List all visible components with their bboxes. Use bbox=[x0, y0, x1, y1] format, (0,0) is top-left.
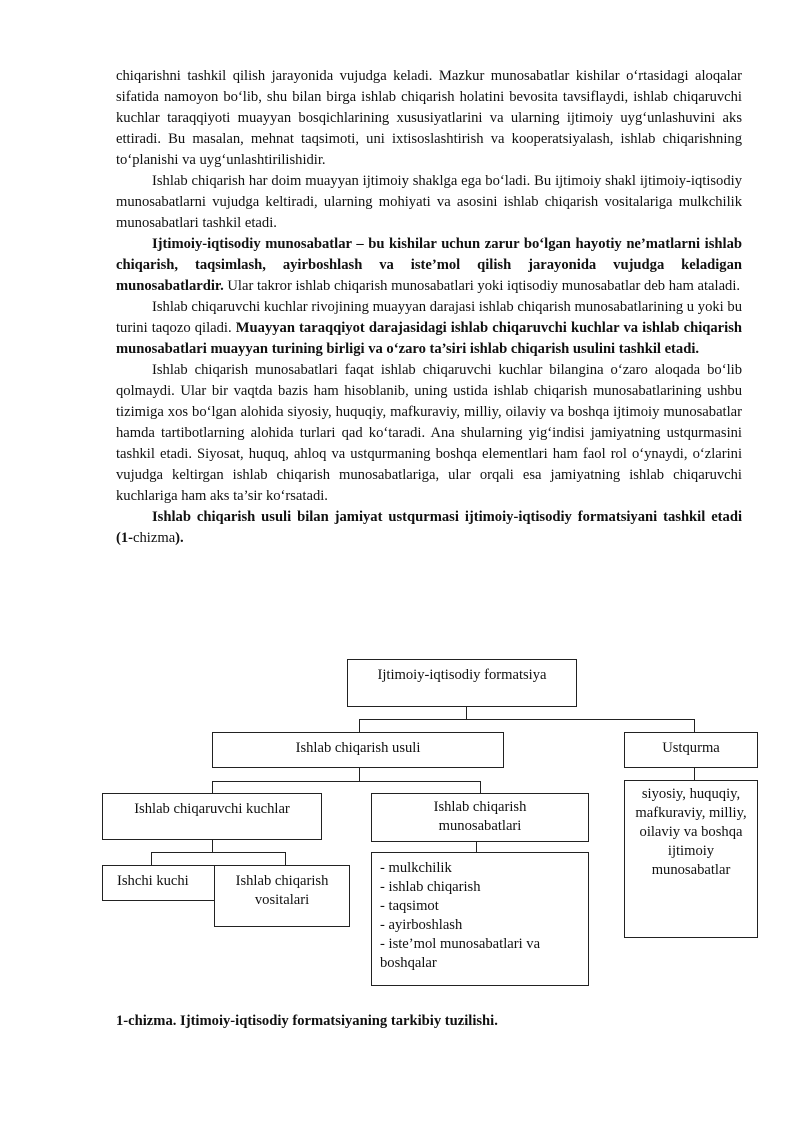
superstructure-detail: siyosiy, huquqiy, mafkuraviy, milliy, oilaviy va boshqa ijtimoiy munosabatlar bbox=[635, 786, 747, 878]
mode-label: Ishlab chiqarish usuli bbox=[295, 740, 421, 756]
relations-list-item: - taqsimot bbox=[380, 898, 439, 914]
paragraph-1: chiqarishni tashkil qilish jarayonida vujudga keladi. Mazkur munosabatlar kishilar o‘rtasidagi aloqalar sifatida namoyon bo‘lib, shu bilan birga ishlab chiqarish holatini bevosita tavsiflaydi, ishlab chiqaruvchi kuchlar taraqqiyoti muayyan bosqichlarining xususiyatlarini va ularning ijtimoiy uyg‘unlashuvini aks ettiradi. Bu masalan, mehnat taqsimoti, uni ixtisoslashtirish va kooperatsiyalash, ishlab chiqarishning to‘planishi va uyg‘unlashtirilishidir. bbox=[116, 68, 742, 168]
connector-level3-horizontal bbox=[151, 852, 285, 853]
paragraph-6-bold: Ishlab chiqarish usuli bilan jamiyat ustqurmasi ijtimoiy-iqtisodiy formatsiyani tashkil etadi (1- bbox=[116, 509, 742, 546]
paragraph-4-bold: Muayyan taraqqiyot darajasidagi ishlab chiqaruvchi kuchlar va ishlab chiqarish munosabatlari muayyan turining birligi va o‘zaro ta’siri ishlab chiqarish usulini tashkil etadi. bbox=[116, 320, 742, 357]
relations-list-item: - iste’mol munosabatlari va boshqalar bbox=[380, 936, 541, 971]
paragraph-4-start: Ishlab chiqaruvchi kuchlar rivojining muayyan darajasi ishlab chiqarish munosabatlarining u yoki bu turini taqozo qiladi. bbox=[116, 299, 742, 336]
paragraph-2: Ishlab chiqarish har doim muayyan ijtimoiy shaklga ega bo‘ladi. Bu ijtimoiy shakl ijtimoiy-iqtisodiy munosabatlarni vujudga keltiradi, ularning mohiyati va asosini ishlab chiqarish vositalariga mulkchilik munosabatlari tashkil etadi. bbox=[116, 173, 742, 231]
relations-list-box bbox=[371, 852, 589, 986]
root-label: Ijtimoiy-iqtisodiy formatsiya bbox=[377, 667, 547, 683]
paragraph-3 bbox=[116, 234, 742, 297]
connector-to-relations bbox=[480, 781, 481, 793]
productive-forces-box bbox=[102, 793, 322, 840]
means-of-production-box bbox=[214, 865, 350, 927]
connector-relations-down bbox=[476, 842, 477, 852]
paragraph-6 bbox=[116, 507, 742, 549]
means-of-production-label: Ishlab chiqarish vositalari bbox=[235, 873, 329, 908]
connector-to-mode bbox=[359, 719, 360, 732]
paragraph-4 bbox=[116, 297, 742, 360]
definition-bold: Ijtimoiy-iqtisodiy munosabatlar – bu kishilar uchun zarur bo‘lgan hayotiy ne’matlarni ishlab chiqarish, taqsimlash, ayirboshlash va iste’mol qilish jarayonida vujudga keladigan munosabatlardir. bbox=[116, 236, 742, 294]
root-box bbox=[347, 659, 577, 707]
labor-force-box bbox=[102, 865, 215, 901]
connector-to-superstructure bbox=[694, 719, 695, 732]
paragraph-6-normal: chizma bbox=[133, 530, 176, 546]
relations-list-item: - mulkchilik bbox=[380, 860, 452, 876]
paragraph-5: Ishlab chiqarish munosabatlari faqat ishlab chiqaruvchi kuchlar bilangina o‘zaro aloqada bo‘lib qolmaydi. Ular bir vaqtda bazis ham hisoblanib, uning ustida ishlab chiqarish munosabatlarining ushbu tizimiga xos bo‘lgan alohida siyosiy, huquqiy, mafkuraviy, milliy, oilaviy va boshqa ijtimoiy munosabatlar hamda tartibotlarning alohida turlari qad ko‘taradi. Ana shularning yig‘indisi jamiyatning ustqurmasini tashkil etadi. Siyosat, huquq, ahloq va ustqurmaning boshqa elementlari ham faol rol o‘ynaydi, o‘zlarini vujudga keltirgan ishlab chiqarish munosabatlariga, ular orqali esa jamiyatning ishlab chiqaruvchi kuchlariga ham aks ta’sir ko‘rsatadi. bbox=[116, 362, 742, 504]
connector-to-means bbox=[285, 852, 286, 865]
labor-force-label: Ishchi kuchi bbox=[117, 873, 189, 889]
relations-list-item: - ishlab chiqarish bbox=[380, 879, 481, 895]
superstructure-label: Ustqurma bbox=[662, 740, 720, 756]
connector-level2-horizontal bbox=[212, 781, 480, 782]
connector-level1-horizontal bbox=[359, 719, 694, 720]
mode-box bbox=[212, 732, 504, 768]
productive-forces-label: Ishlab chiqaruvchi kuchlar bbox=[134, 801, 290, 817]
connector-to-labor bbox=[151, 852, 152, 865]
figure-caption: 1-chizma. Ijtimoiy-iqtisodiy formatsiyaning tarkibiy tuzilishi. bbox=[116, 1013, 498, 1029]
paragraph-3-rest: Ular takror ishlab chiqarish munosabatlari yoki iqtisodiy munosabatlar deb ham ataladi. bbox=[223, 278, 741, 294]
paragraph-6-end: ). bbox=[175, 530, 184, 546]
connector-mode-down bbox=[359, 768, 360, 781]
connector-forces-down bbox=[212, 840, 213, 852]
production-relations-box bbox=[371, 793, 589, 842]
document-body bbox=[116, 66, 742, 549]
relations-list-item: - ayirboshlash bbox=[380, 917, 463, 933]
connector-to-forces bbox=[212, 781, 213, 793]
superstructure-box bbox=[624, 732, 758, 768]
connector-superstructure-down bbox=[694, 768, 695, 780]
production-relations-label: Ishlab chiqarish munosabatlari bbox=[433, 799, 527, 834]
superstructure-detail-box bbox=[624, 780, 758, 938]
connector-root-down bbox=[466, 707, 467, 719]
